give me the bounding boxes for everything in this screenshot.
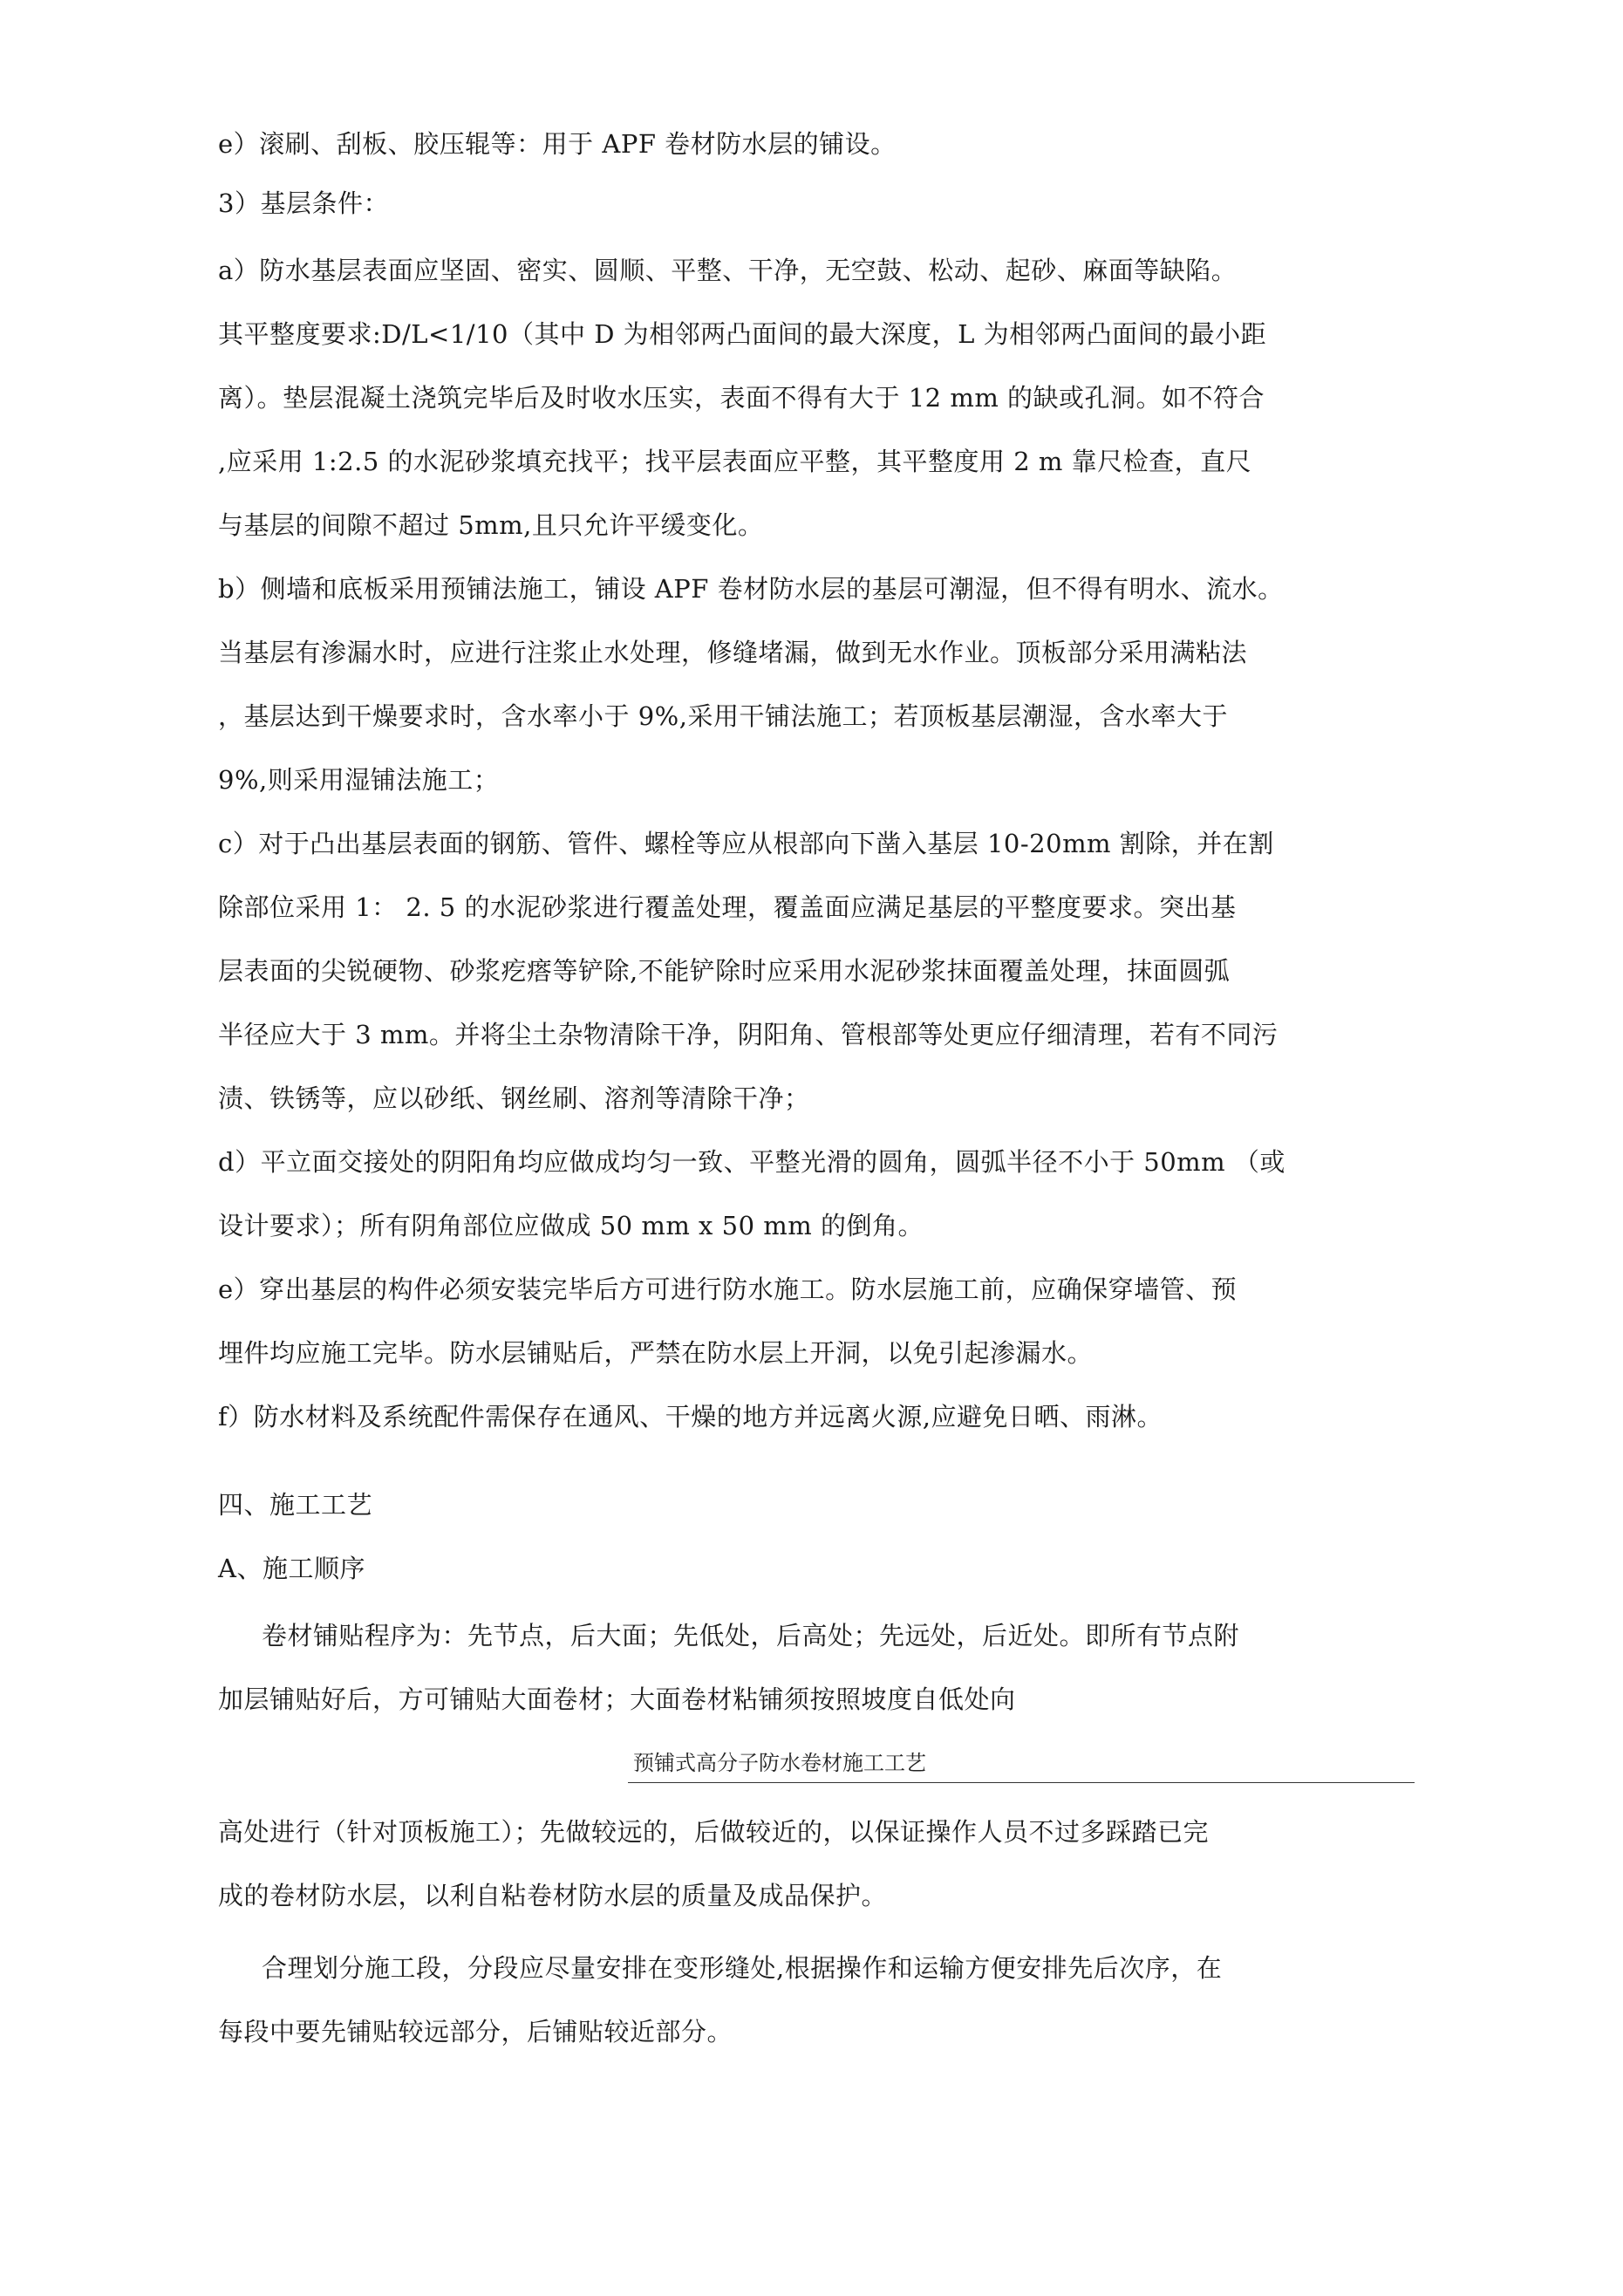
- text-line: b）侧墙和底板采用预铺法施工，铺设 APF 卷材防水层的基层可潮湿，但不得有明水、流水。: [218, 574, 1284, 604]
- text-line: f）防水材料及系统配件需保存在通风、干燥的地方并远离火源,应避免日晒、雨淋。: [218, 1402, 1163, 1432]
- text-line: 与基层的间隙不超过 5mm,且只允许平缓变化。: [218, 510, 764, 540]
- text-line: 3）基层条件：: [218, 188, 389, 218]
- text-line: 埋件均应施工完毕。防水层铺贴后，严禁在防水层上开洞，以免引起渗漏水。: [218, 1338, 1094, 1368]
- paragraph-line: 每段中要先铺贴较远部分，后铺贴较近部分。: [218, 2017, 733, 2047]
- text-line: 高处进行（针对顶板施工）；先做较远的，后做较近的，以保证操作人员不过多踩踏已完: [218, 1817, 1210, 1847]
- section-heading: 四、施工工艺: [218, 1490, 373, 1520]
- text-line: 除部位采用 1： 2. 5 的水泥砂浆进行覆盖处理，覆盖面应满足基层的平整度要求。突出基: [218, 892, 1237, 922]
- text-line: e）穿出基层的构件必须安装完毕后方可进行防水施工。防水层施工前，应确保穿墙管、预: [218, 1274, 1238, 1304]
- text-line: 半径应大于 3 mm。并将尘土杂物清除干净，阴阳角、管根部等处更应仔细清理，若有不同污: [218, 1020, 1279, 1049]
- paragraph-line: 卷材铺贴程序为：先节点，后大面；先低处，后高处；先远处，后近处。即所有节点附: [262, 1621, 1240, 1650]
- text-line: ，基层达到干燥要求时，含水率小于 9%,采用干铺法施工；若顶板基层潮湿，含水率大于: [218, 701, 1228, 731]
- text-line: 当基层有渗漏水时，应进行注浆止水处理，修缝堵漏，做到无水作业。顶板部分采用满粘法: [218, 638, 1248, 667]
- paragraph-line: 加层铺贴好后，方可铺贴大面卷材；大面卷材粘铺须按照坡度自低处向: [218, 1684, 1016, 1714]
- text-line: 层表面的尖锐硬物、砂浆疙瘩等铲除,不能铲除时应采用水泥砂浆抹面覆盖处理，抹面圆弧: [218, 956, 1231, 986]
- footer-rule: [628, 1782, 1415, 1783]
- text-line: 其平整度要求:D/L<1/10（其中 D 为相邻两凸面间的最大深度，L 为相邻两凸面间的最小距: [218, 319, 1267, 349]
- subsection-heading: A、施工顺序: [218, 1554, 365, 1583]
- text-line: 渍、铁锈等，应以砂纸、钢丝刷、溶剂等清除干净；: [218, 1083, 810, 1113]
- text-line: c）对于凸出基层表面的钢筋、管件、螺栓等应从根部向下凿入基层 10-20mm 割除，并在割: [218, 829, 1274, 858]
- text-line: ,应采用 1:2.5 的水泥砂浆填充找平；找平层表面应平整，其平整度用 2 m 靠尺检查，直尺: [218, 447, 1252, 476]
- text-line: d）平立面交接处的阴阳角均应做成均匀一致、平整光滑的圆角，圆弧半径不小于 50mm （或: [218, 1147, 1285, 1177]
- text-line: 成的卷材防水层，以利自粘卷材防水层的质量及成品保护。: [218, 1881, 888, 1910]
- paragraph-line: 合理划分施工段，分段应尽量安排在变形缝处,根据操作和运输方便安排先后次序，在: [262, 1953, 1223, 1983]
- text-line: 离）。垫层混凝土浇筑完毕后及时收水压实，表面不得有大于 12 mm 的缺或孔洞。如不符合: [218, 383, 1265, 413]
- text-line: 设计要求）；所有阴角部位应做成 50 mm x 50 mm 的倒角。: [218, 1211, 924, 1240]
- text-line: e）滚刷、刮板、胶压辊等：用于 APF 卷材防水层的铺设。: [218, 129, 897, 159]
- page-footer-label: 预铺式高分子防水卷材施工工艺: [633, 1751, 926, 1775]
- text-line: a）防水基层表面应坚固、密实、圆顺、平整、干净，无空鼓、松动、起砂、麻面等缺陷。: [218, 256, 1238, 285]
- text-line: 9%,则采用湿铺法施工；: [218, 765, 500, 795]
